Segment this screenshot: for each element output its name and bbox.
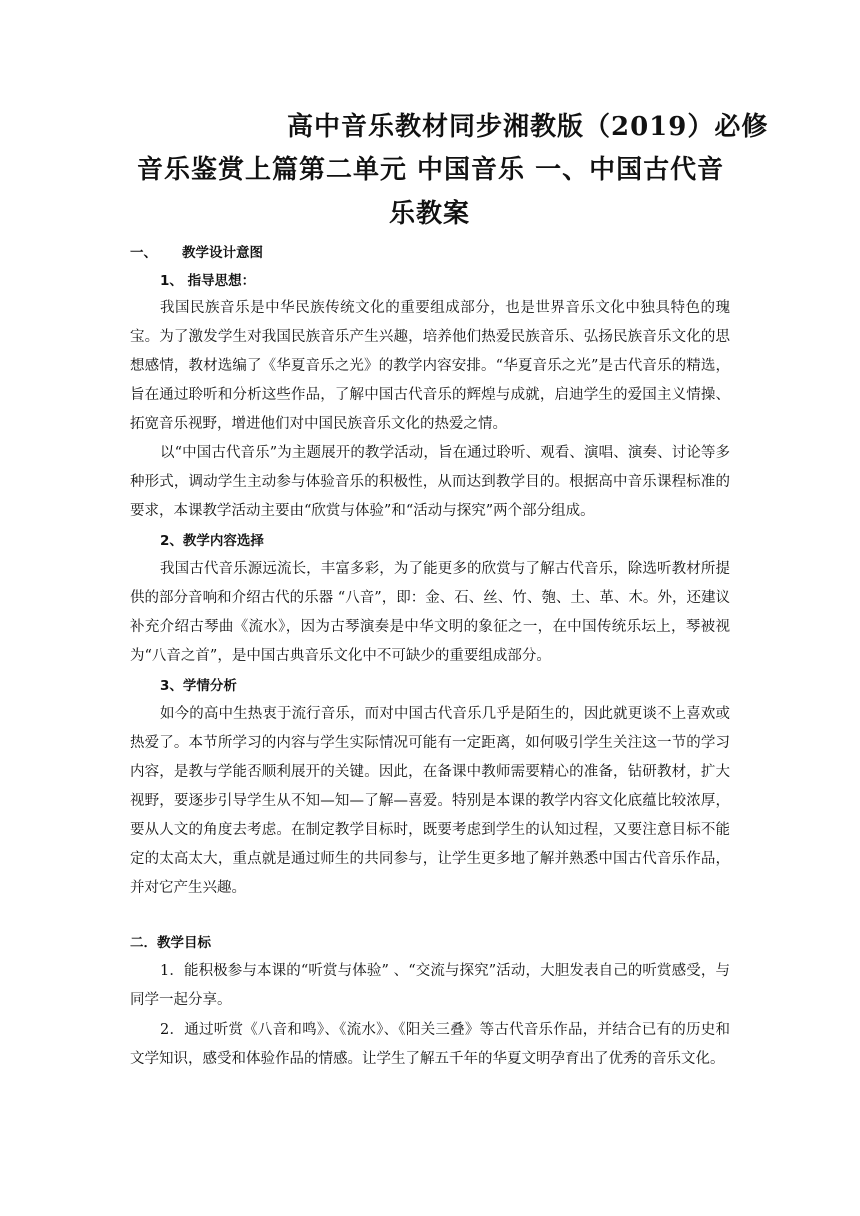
section-1-number: 一、 (130, 245, 157, 261)
subsection-2-paragraph: 我国古代音乐源远流长，丰富多彩，为了能更多的欣赏与了解古代音乐，除选听教材所提供的部分音响和介绍古代的乐器 “八音”，即：金、石、丝、竹、匏、土、革、木。外，还建议补充介绍古琴曲《流水》，因为古琴演奏是中华文明的象征之一，在中国传统乐坛上，琴被视为“八音之首”，是中国古典音乐文化中不可缺少的重要组成部分。 (130, 561, 730, 664)
subsection-3-heading: 3、学情分析 (160, 678, 237, 694)
document-title-line-3: 乐教案 (389, 199, 471, 229)
document-title-line-1: 高中音乐教材同步湘教版（2019）必修 (287, 112, 769, 142)
objective-item-2: 2．通过听赏《八音和鸣》、《流水》、《阳关三叠》等古代音乐作品，并结合已有的历史和文学知识，感受和体验作品的情感。让学生了解五千年的华夏文明孕育出了优秀的音乐文化。 (130, 1022, 730, 1067)
document-title-line-2: 音乐鉴赏上篇第二单元 中国音乐 一、中国古代音 (137, 155, 725, 185)
subsection-1-paragraph-1: 我国民族音乐是中华民族传统文化的重要组成部分，也是世界音乐文化中独具特色的瑰宝。为了激发学生对我国民族音乐产生兴趣，培养他们热爱民族音乐、弘扬民族音乐文化的思想感情，教材选编了《华夏音乐之光》的教学内容安排。“华夏音乐之光”是古代音乐的精选，旨在通过聆听和分析这些作品，了解中国古代音乐的辉煌与成就，启迪学生的爱国主义情操、拓宽音乐视野，增进他们对中国民族音乐文化的热爱之情。 (130, 300, 730, 432)
subsection-3-paragraph: 如今的高中生热衷于流行音乐，而对中国古代音乐几乎是陌生的，因此就更谈不上喜欢或热爱了。本节所学习的内容与学生实际情况可能有一定距离，如何吸引学生关注这一节的学习内容，是教与学能否顺利展开的关键。因此，在备课中教师需要精心的准备，钻研教材，扩大视野，要逐步引导学生从不知—知—了解—喜爱。特别是本课的教学内容文化底蕴比较浓厚，要从人文的角度去考虑。在制定教学目标时，既要考虑到学生的认知过程，又要注意目标不能定的太高太大，重点就是通过师生的共同参与，让学生更多地了解并熟悉中国古代音乐作品，并对它产生兴趣。 (130, 706, 730, 896)
objective-item-1: 1．能积极参与本课的“听赏与体验” 、“交流与探究”活动，大胆发表自己的听赏感受，与同学一起分享。 (130, 963, 730, 1008)
subsection-2-heading: 2、教学内容选择 (160, 533, 264, 549)
subsection-1-heading: 1、 指导思想： (160, 273, 256, 289)
section-1-heading: 教学设计意图 (182, 245, 263, 261)
subsection-1-paragraph-2: 以“中国古代音乐”为主题展开的教学活动，旨在通过聆听、观看、演唱、演奏、讨论等多种形式，调动学生主动参与体验音乐的积极性，从而达到教学目的。根据高中音乐课程标准的要求，本课教学活动主要由“欣赏与体验”和“活动与探究”两个部分组成。 (130, 445, 730, 519)
section-2-heading: 二．教学目标 (130, 935, 211, 951)
